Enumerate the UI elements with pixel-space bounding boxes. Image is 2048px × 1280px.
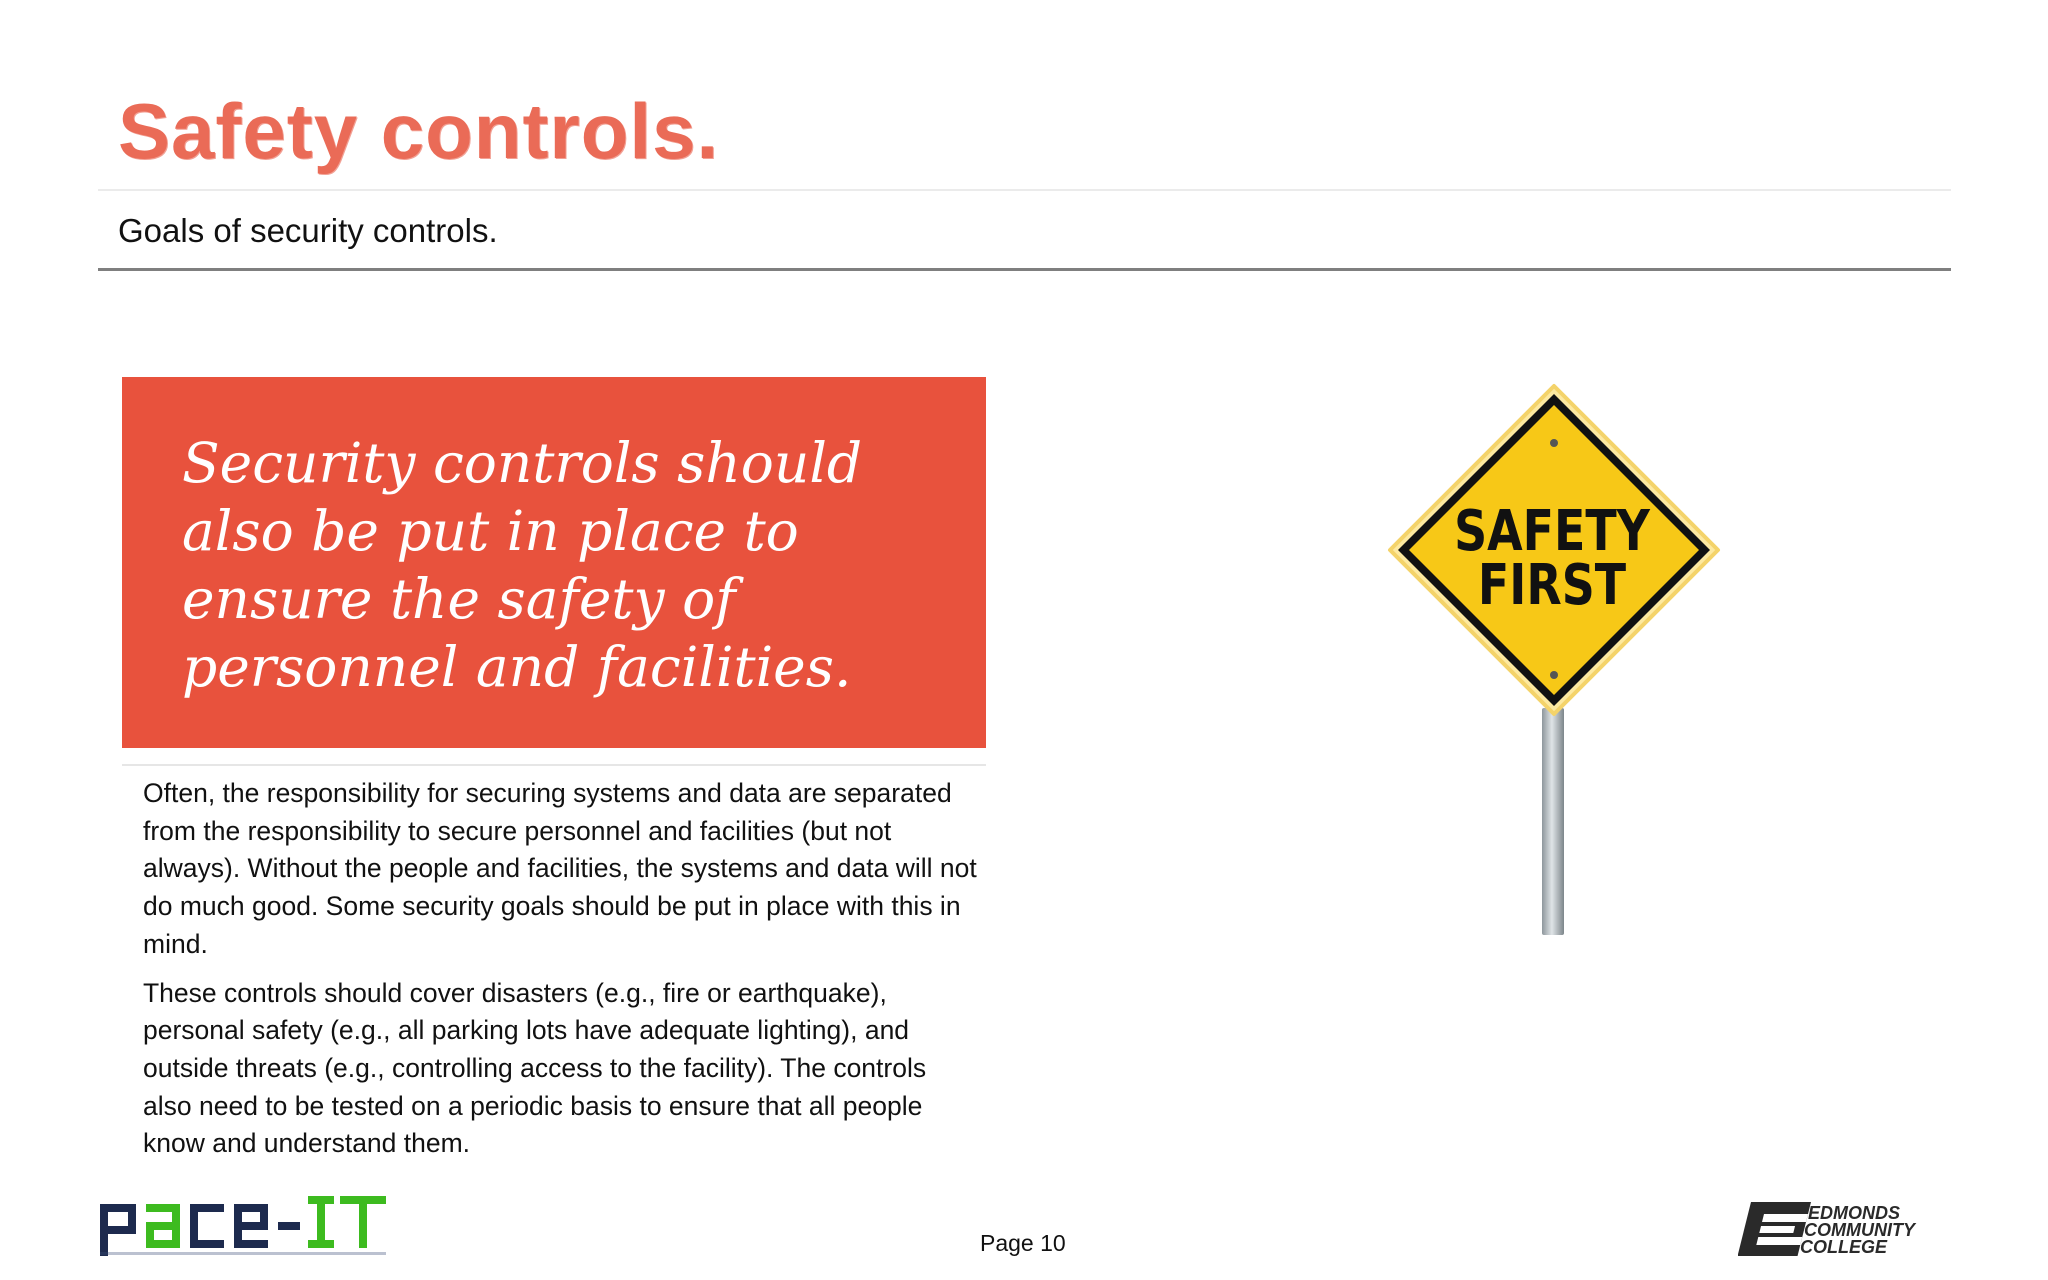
safety-first-sign-image [1372,378,1732,938]
sign-pole [1542,708,1564,935]
pace-it-logo [100,1196,390,1260]
body-paragraph: These controls should cover disasters (e.g., fire or earthquake), personal safety (e.g., all parking lots have adequate lighting), and outside threats (e.g., controlling access to the facility). The controls also need to be tested on a periodic basis to ensure that all people know and understand them. [143,977,927,1159]
college-name-line1: EDMONDS [1808,1203,1901,1223]
callout-text: Security controls should also be put in place to ensure the safety of personnel and facilities. [182,431,863,699]
body-paragraph: Often, the responsibility for securing systems and data are separated from the responsibility to secure personnel and facilities (but not always). Without the people and facilities, the systems and data will not do much good. Some security goals should be put in place with this in mind. [143,778,977,959]
college-name-line2: COMMUNITY [1804,1220,1915,1240]
sign-bolt-top [1550,439,1558,447]
slide-subtitle: Goals of security controls. [118,212,498,249]
sign-text-line2: FIRST [1477,552,1627,619]
callout-box [122,377,986,748]
page-number: Page 10 [980,1230,1066,1256]
sign-bolt-bottom [1550,671,1558,679]
edmonds-community-college-logo [1738,1198,1948,1260]
subtitle-divider [98,268,1951,271]
title-divider [98,189,1951,191]
callout-divider [122,764,986,766]
body-text [143,775,978,1174]
slide-title: Safety controls. [118,87,720,175]
college-name-line3: COLLEGE [1800,1237,1888,1257]
sign-text-line1: SAFETY [1454,498,1650,565]
